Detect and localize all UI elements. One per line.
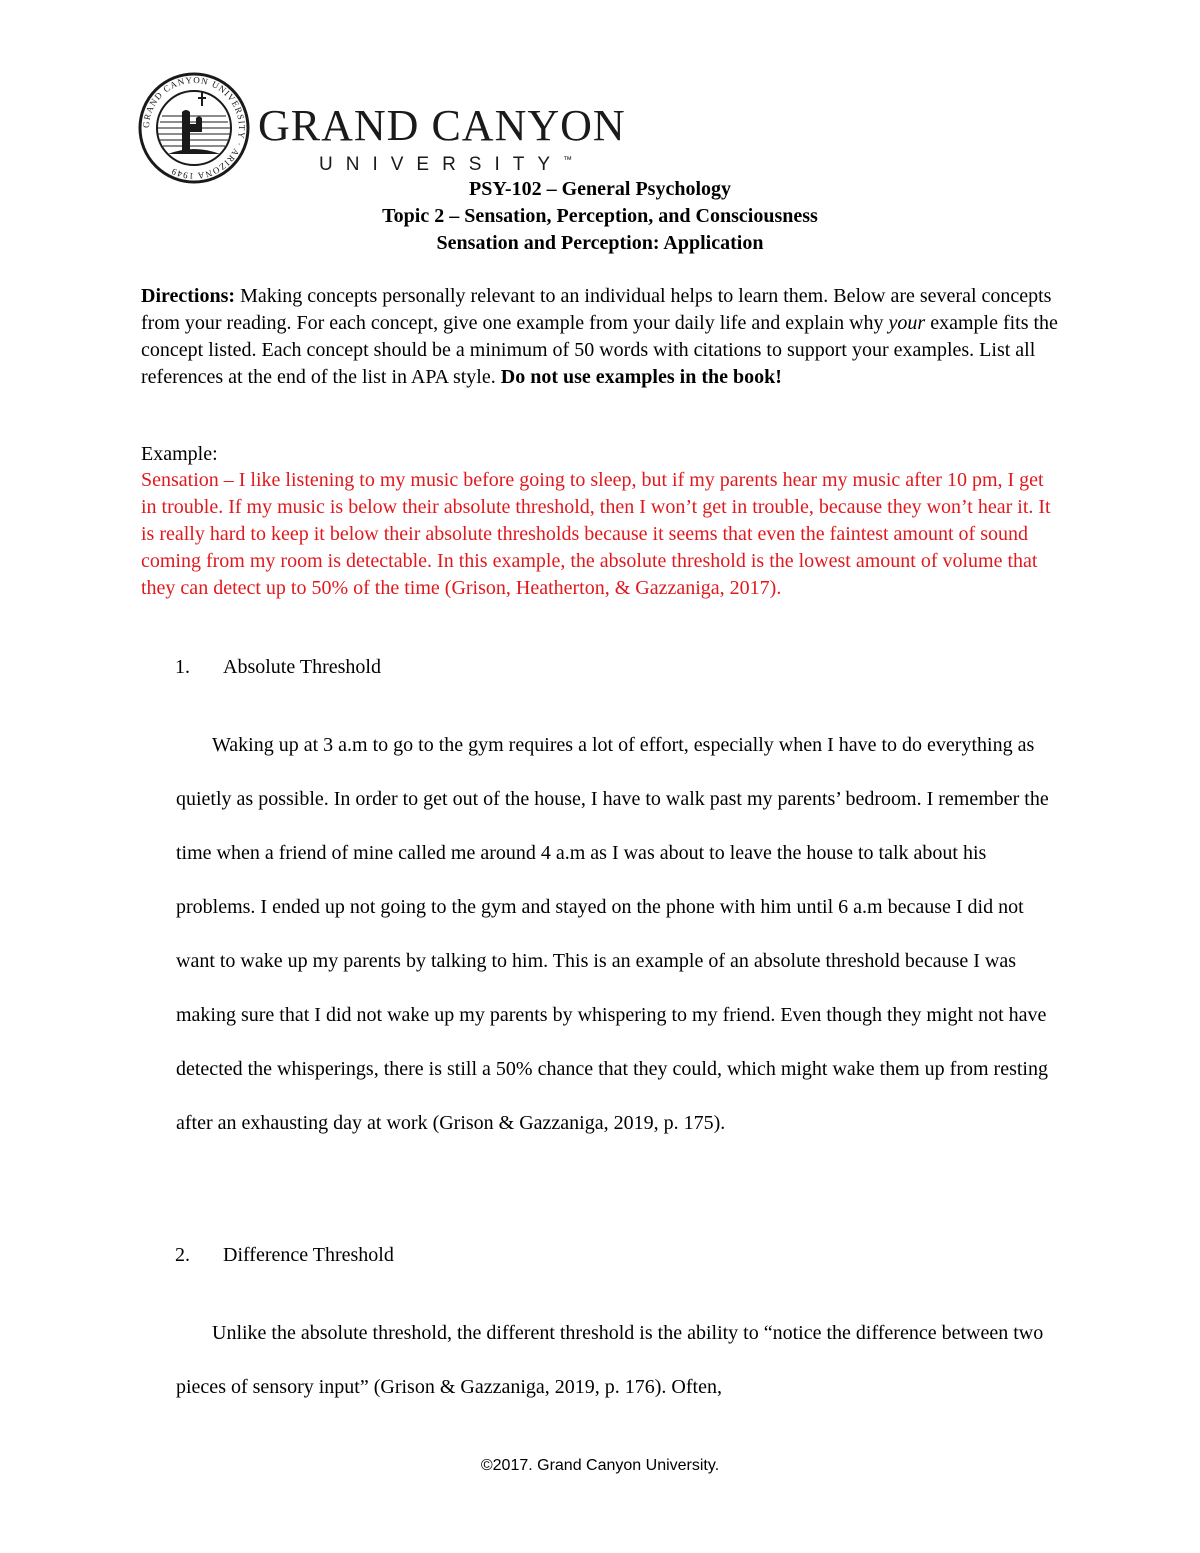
logo-wordmark-university: UNIVERSITY bbox=[319, 154, 564, 175]
concept-heading-2 bbox=[175, 1242, 394, 1269]
answer-text: Unlike the absolute threshold, the different threshold is the ability to “notice the difference between two pieces of sensory input” (Grison & Gazzaniga, 2019, p. 176). Often, bbox=[176, 1322, 1044, 1398]
concept-heading-1 bbox=[175, 654, 381, 681]
directions-emphasis: your bbox=[888, 312, 926, 334]
concept-number: 2. bbox=[175, 1244, 190, 1266]
university-logo bbox=[138, 72, 626, 184]
concept-answer-1 bbox=[176, 718, 1066, 1150]
concept-answer-2 bbox=[176, 1306, 1066, 1414]
directions-text-1: Making concepts personally relevant to an individual helps to learn them. Below are several concepts from your reading. For each concept, give one example from your daily life and explain why bbox=[141, 285, 1052, 334]
answer-text: Waking up at 3 a.m to go to the gym requires a lot of effort, especially when I have to do everything as quietly as possible. In order to get out of the house, I have to walk past my parents’ bedroom. I remember the time when a friend of mine called me around 4 a.m as I was about to leave the house to talk about his problems. I ended up not going to the gym and stayed on the phone with him until 6 a.m because I did not want to wake up my parents by talking to him. This is an example of an absolute threshold because I was making sure that I did not wake up my parents by whispering to my friend. Even though they might not have detected the whisperings, there is still a 50% chance that they could, which might wake them up from resting after an exhausting day at work (Grison & Gazzaniga, 2019, p. 175). bbox=[176, 734, 1049, 1134]
directions-label: Directions: bbox=[141, 285, 236, 307]
university-seal-icon bbox=[138, 72, 250, 184]
topic-title: Topic 2 – Sensation, Perception, and Consciousness bbox=[382, 205, 818, 227]
assignment-title: Sensation and Perception: Application bbox=[436, 232, 764, 254]
logo-wordmark-top: GRAND CANYON bbox=[258, 101, 626, 150]
svg-text:GRAND CANYON UNIVERSITY · ARIZ: GRAND CANYON UNIVERSITY · ARIZONA 1949 bbox=[140, 74, 248, 182]
directions-text-2: example fits the concept listed. Each concept should be a minimum of 50 words with citations to support your examples. List all references at the end of the list in APA style. bbox=[141, 312, 1058, 388]
directions-paragraph bbox=[141, 283, 1061, 391]
concept-number: 1. bbox=[175, 656, 190, 678]
concept-title: Difference Threshold bbox=[223, 1244, 394, 1266]
directions-warning: Do not use examples in the book! bbox=[500, 366, 782, 388]
example-text: Sensation – I like listening to my music before going to sleep, but if my parents hear my music after 10 pm, I get in trouble. If my music is below their absolute threshold, then I won’t get in trouble, because they won’t hear it. It is really hard to keep it below their absolute thresholds because it seems that even the faintest amount of sound coming from my room is detectable. In this example, the absolute threshold is the lowest amount of volume that they can detect up to 50% of the time (Grison, Heatherton, & Gazzaniga, 2017). bbox=[141, 469, 1051, 599]
logo-wordmark-bottom bbox=[319, 154, 572, 176]
course-title: PSY-102 – General Psychology bbox=[468, 178, 732, 200]
document-header bbox=[0, 176, 1200, 257]
page-footer: ©2017. Grand Canyon University. bbox=[480, 1457, 720, 1474]
trademark-symbol: ™ bbox=[563, 154, 573, 165]
concept-title: Absolute Threshold bbox=[223, 656, 381, 678]
example-label: Example: bbox=[141, 443, 218, 465]
